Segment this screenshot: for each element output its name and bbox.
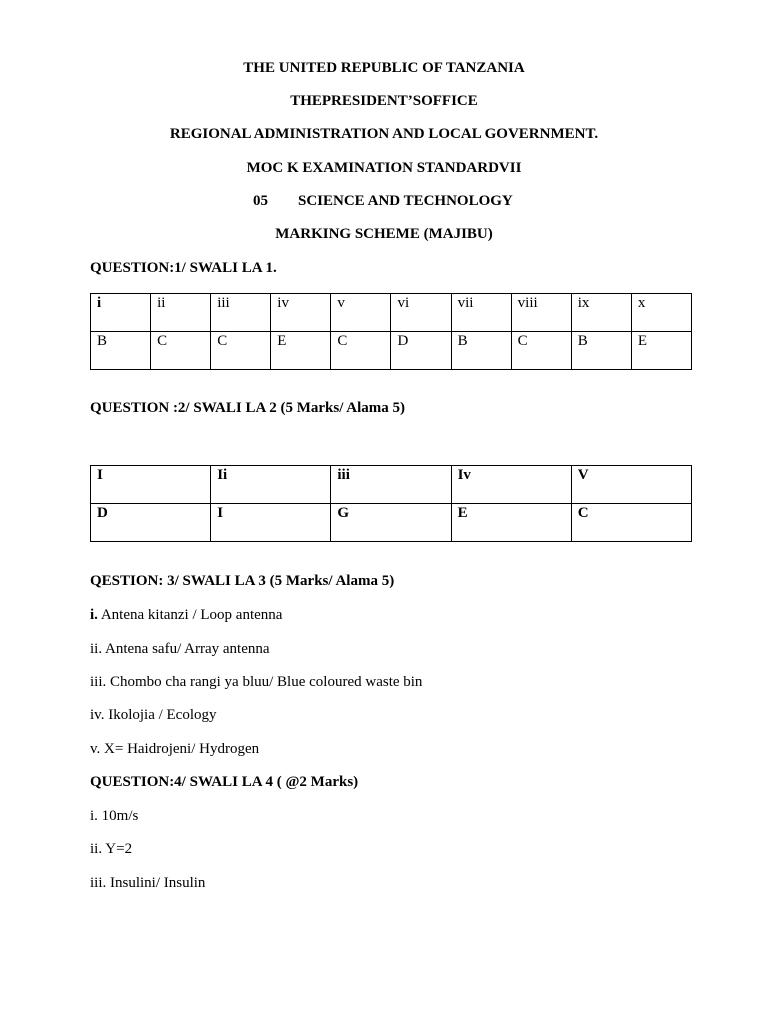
q4-title: QUESTION:4/ SWALI LA 4 ( @2 Marks) <box>90 774 359 790</box>
q1-header-cell: v <box>331 294 391 332</box>
q3-answer-item: v. X= Haidrojeni/ Hydrogen <box>90 741 260 757</box>
q3-item-number: i. <box>90 607 98 623</box>
q1-answer-row <box>91 332 692 370</box>
q2-header-cell: iii <box>331 466 451 504</box>
header-exam: MOC K EXAMINATION STANDARDVII <box>246 160 522 176</box>
q2-answer-cell: E <box>451 504 571 542</box>
q2-answer-cell: G <box>331 504 451 542</box>
q4-answer-item: ii. Y=2 <box>90 841 133 857</box>
q1-header-cell: vii <box>451 294 511 332</box>
subject-code: 05 <box>253 193 268 209</box>
q2-answer-cell: C <box>571 504 691 542</box>
q3-answer-item: ii. Antena safu/ Array antenna <box>90 641 270 657</box>
q2-answer-row <box>91 504 692 542</box>
q1-header-cell: ii <box>151 294 211 332</box>
q3-item-text: Antena kitanzi / Loop antenna <box>97 607 283 623</box>
q1-answer-cell: D <box>391 332 451 370</box>
q2-title: QUESTION :2/ SWALI LA 2 (5 Marks/ Alama 5) <box>90 400 406 416</box>
header-country: THE UNITED REPUBLIC OF TANZANIA <box>243 60 525 76</box>
q1-header-cell: ix <box>571 294 631 332</box>
q1-table <box>90 293 692 370</box>
q3-title: QESTION: 3/ SWALI LA 3 (5 Marks/ Alama 5) <box>90 573 395 589</box>
q4-answer-item: i. 10m/s <box>90 808 139 824</box>
q2-header-cell: V <box>571 466 691 504</box>
q1-answer-cell: C <box>331 332 391 370</box>
q1-header-cell: iv <box>271 294 331 332</box>
q3-answer-item <box>90 606 282 624</box>
q1-header-cell: x <box>631 294 691 332</box>
q1-answer-cell: B <box>91 332 151 370</box>
q2-header-cell: Ii <box>211 466 331 504</box>
marking-scheme-title: MARKING SCHEME (MAJIBU) <box>275 226 493 242</box>
q1-answer-cell: C <box>211 332 271 370</box>
q1-header-cell: iii <box>211 294 271 332</box>
header-office: THEPRESIDENT’SOFFICE <box>290 93 478 109</box>
q1-title: QUESTION:1/ SWALI LA 1. <box>90 260 277 276</box>
q1-header-cell: i <box>91 294 151 332</box>
q2-header-row <box>91 466 692 504</box>
q2-answer-cell: D <box>91 504 211 542</box>
q1-answer-cell: B <box>451 332 511 370</box>
q1-answer-cell: E <box>271 332 331 370</box>
subject-name: SCIENCE AND TECHNOLOGY <box>298 193 513 209</box>
q1-header-cell: viii <box>511 294 571 332</box>
q2-table <box>90 465 692 542</box>
header-ministry: REGIONAL ADMINISTRATION AND LOCAL GOVERNMENT. <box>169 126 599 142</box>
q1-header-cell: vi <box>391 294 451 332</box>
q2-header-cell: Iv <box>451 466 571 504</box>
q3-answer-item: iv. Ikolojia / Ecology <box>90 707 217 723</box>
q2-answer-cell: I <box>211 504 331 542</box>
q1-answer-cell: C <box>511 332 571 370</box>
q4-answer-item: iii. Insulini/ Insulin <box>90 875 206 891</box>
q1-answer-cell: C <box>151 332 211 370</box>
q1-answer-cell: B <box>571 332 631 370</box>
q2-header-cell: I <box>91 466 211 504</box>
q1-header-row <box>91 294 692 332</box>
q3-answer-item: iii. Chombo cha rangi ya bluu/ Blue coloured waste bin <box>90 674 423 690</box>
q1-answer-cell: E <box>631 332 691 370</box>
